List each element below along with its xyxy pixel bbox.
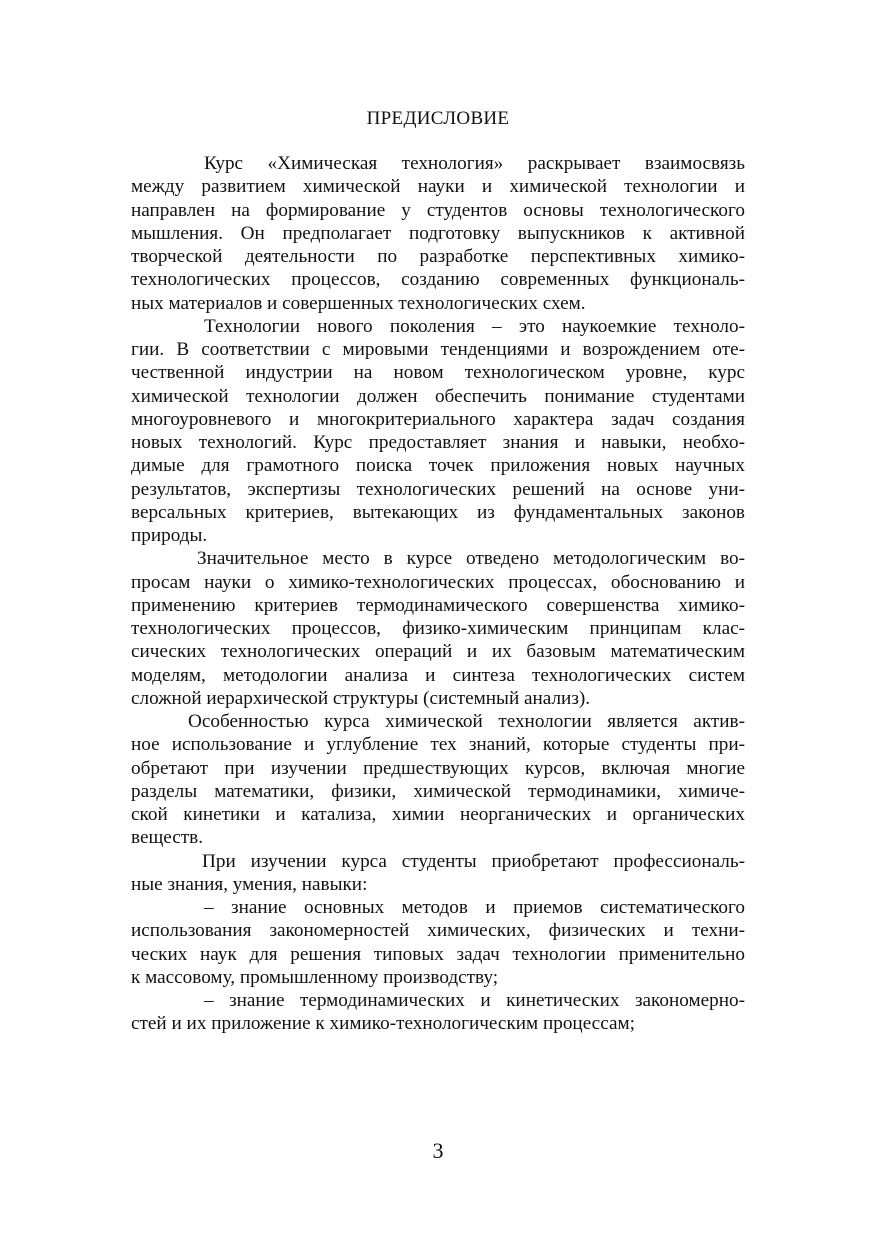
text-line: использования закономерностей химических, физических и техни- (131, 920, 745, 942)
text-line: технологических процессов, физико-химическим принципам клас- (131, 618, 745, 639)
text-line: – знание термодинамических и кинетических закономерно- (204, 990, 745, 1011)
text-line: просам науки о химико-технологических процессах, обоснованию и (131, 571, 745, 593)
text-line: творческой деятельности по разработке перспективных химико- (131, 246, 745, 267)
text-line: Особенностью курса химической технологии является актив- (188, 711, 745, 732)
text-line: многоуровневого и многокритериального характера задач создания (131, 408, 745, 430)
text-line: ных материалов и совершенных технологических схем. (131, 292, 586, 314)
text-line: химической технологии должен обеспечить понимание студентами (131, 385, 745, 407)
paragraph-methodology (131, 547, 745, 710)
paragraph-course-feature (131, 710, 745, 850)
paragraph-new-technologies (131, 315, 745, 548)
list-item (131, 896, 745, 989)
text-line: мышления. Он предполагает подготовку выпускников к активной (131, 222, 745, 244)
text-line: чественной индустрии на новом технологическом уровне, курс (131, 362, 745, 384)
text-line: обретают при изучении предшествующих курсов, включая многие (131, 757, 745, 779)
text-line: версальных критериев, вытекающих из фундаментальных законов (131, 501, 745, 523)
page-number: 3 (432, 1138, 444, 1163)
text-line: моделям, методологии анализа и синтеза технологических систем (131, 664, 745, 686)
text-line: стей и их приложение к химико-технологическим процессам; (131, 1013, 635, 1035)
text-line: ской кинетики и катализа, химии неорганических и органических (131, 804, 745, 825)
text-line: сложной иерархической структуры (системный анализ). (131, 687, 591, 709)
text-line: ные знания, умения, навыки: (131, 873, 368, 895)
text-line: Значительное место в курсе отведено методологическим во- (197, 548, 745, 570)
text-line: новых технологий. Курс предоставляет знания и навыки, необхо- (131, 432, 745, 453)
text-line: Технологии нового поколения – это наукоемкие техноло- (204, 315, 745, 337)
paragraph-course-intro (131, 152, 745, 315)
text-line: ное использование и углубление тех знаний, которые студенты при- (131, 734, 745, 756)
text-line: При изучении курса студенты приобретают профессиональ- (202, 850, 745, 872)
text-line: димые для грамотного поиска точек приложения новых научных (131, 455, 745, 477)
list-item (131, 989, 745, 1036)
text-line: природы. (131, 525, 208, 546)
text-line: разделы математики, физики, химической термодинамики, химиче- (131, 780, 745, 802)
text-line: веществ. (131, 827, 203, 849)
text-line: ческих наук для решения типовых задач технологии применительно (131, 943, 745, 965)
text-line: сических технологических операций и их базовым математическим (131, 641, 745, 663)
body-text (131, 152, 745, 1036)
text-line: результатов, экспертизы технологических решений на основе уни- (131, 478, 745, 500)
text-line: гии. В соответствии с мировыми тенденциями и возрождением оте- (131, 339, 745, 360)
text-line: технологических процессов, созданию современных функциональ- (131, 269, 745, 291)
text-line: Курс «Химическая технология» раскрывает взаимосвязь (204, 153, 745, 174)
text-line: применению критериев термодинамического совершенства химико- (131, 594, 745, 616)
text-line: направлен на формирование у студентов основы технологического (131, 199, 745, 221)
paragraph-skills-intro (131, 850, 745, 897)
text-line: между развитием химической науки и химической технологии и (131, 176, 745, 198)
text-line: к массовому, промышленному производству; (131, 966, 499, 988)
text-line: – знание основных методов и приемов систематического (204, 897, 745, 918)
page-title: ПРЕДИСЛОВИЕ (366, 108, 510, 129)
